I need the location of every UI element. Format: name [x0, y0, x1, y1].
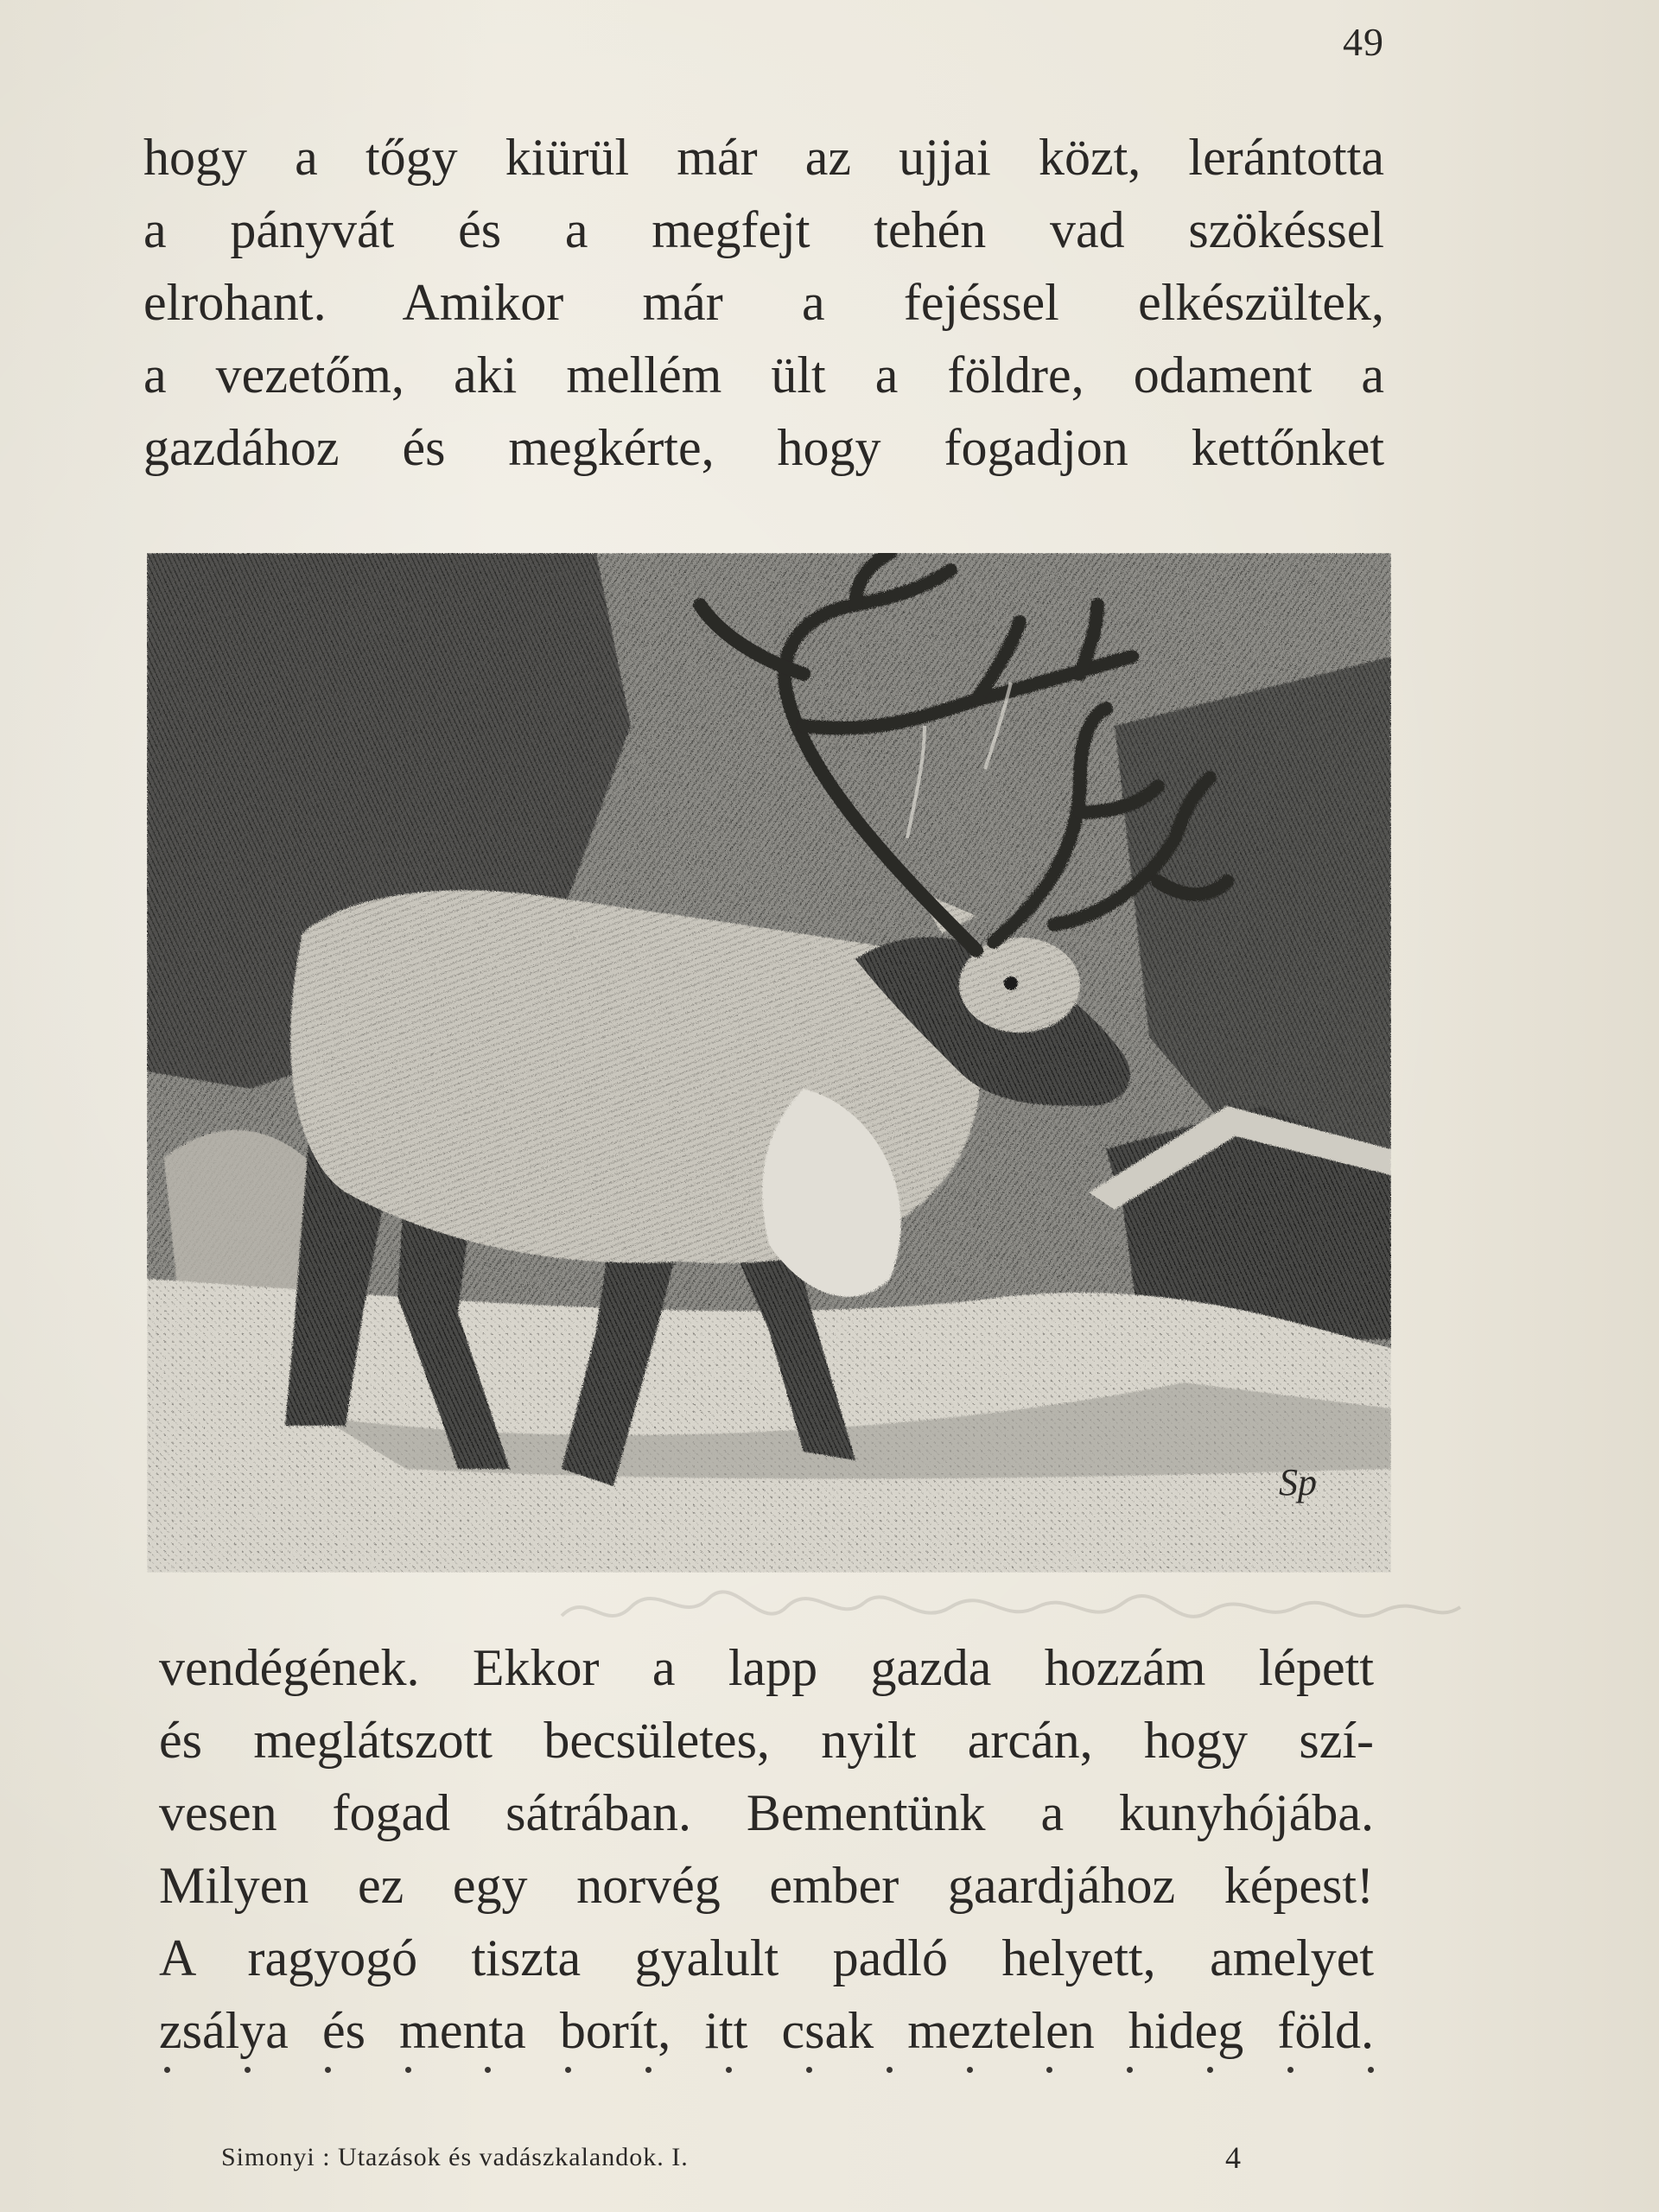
text-line: a vezetőm, aki mellém ült a földre, odament a: [143, 346, 1384, 404]
text-line: zsálya és menta borít, itt csak meztelen hideg föld.: [159, 2002, 1374, 2059]
bottom-paragraph: [159, 1631, 1374, 2067]
text-line: a pányvát és a megfejt tehén vad szökéssel: [143, 201, 1384, 258]
dot: [405, 2067, 411, 2073]
dot: [645, 2067, 652, 2073]
footer-title: Simonyi : Utazások és vadászkalandok. I.: [221, 2143, 689, 2171]
dot: [245, 2067, 251, 2073]
dot: [806, 2067, 812, 2073]
artist-signature: Sp: [1279, 1461, 1317, 1503]
dot: [1127, 2067, 1133, 2073]
dot: [485, 2067, 491, 2073]
dot: [1287, 2067, 1294, 2073]
text-line: Milyen ez egy norvég ember gaardjához képest!: [159, 1857, 1374, 1914]
signature-mark: 4: [1225, 2140, 1241, 2175]
text-line: A ragyogó tiszta gyalult padló helyett, amelyet: [159, 1929, 1374, 1986]
dot: [967, 2067, 973, 2073]
text-line: gazdához és megkérte, hogy fogadjon kettőnket: [143, 419, 1384, 476]
dot: [726, 2067, 732, 2073]
dot: [1368, 2067, 1374, 2073]
dot: [164, 2067, 170, 2073]
reindeer-engraving-svg: [147, 553, 1391, 1573]
reindeer-illustration: [147, 553, 1391, 1573]
dot: [1046, 2067, 1052, 2073]
text-line: vendégének. Ekkor a lapp gazda hozzám lépett: [159, 1639, 1374, 1696]
page-number: 49: [1343, 20, 1384, 64]
text-line: vesen fogad sátrában. Bementünk a kunyhójába.: [159, 1784, 1374, 1841]
dot: [325, 2067, 331, 2073]
dot: [565, 2067, 571, 2073]
top-paragraph: [143, 121, 1384, 484]
text-line: elrohant. Amikor már a fejéssel elkészültek,: [143, 274, 1384, 331]
text-line: és meglátszott becsületes, nyilt arcán, hogy szí-: [159, 1712, 1374, 1769]
dot: [1207, 2067, 1213, 2073]
ellipsis-dots: [164, 2067, 1374, 2073]
dot: [887, 2067, 893, 2073]
text-line: hogy a tőgy kiürül már az ujjai közt, lerántotta: [143, 129, 1384, 186]
